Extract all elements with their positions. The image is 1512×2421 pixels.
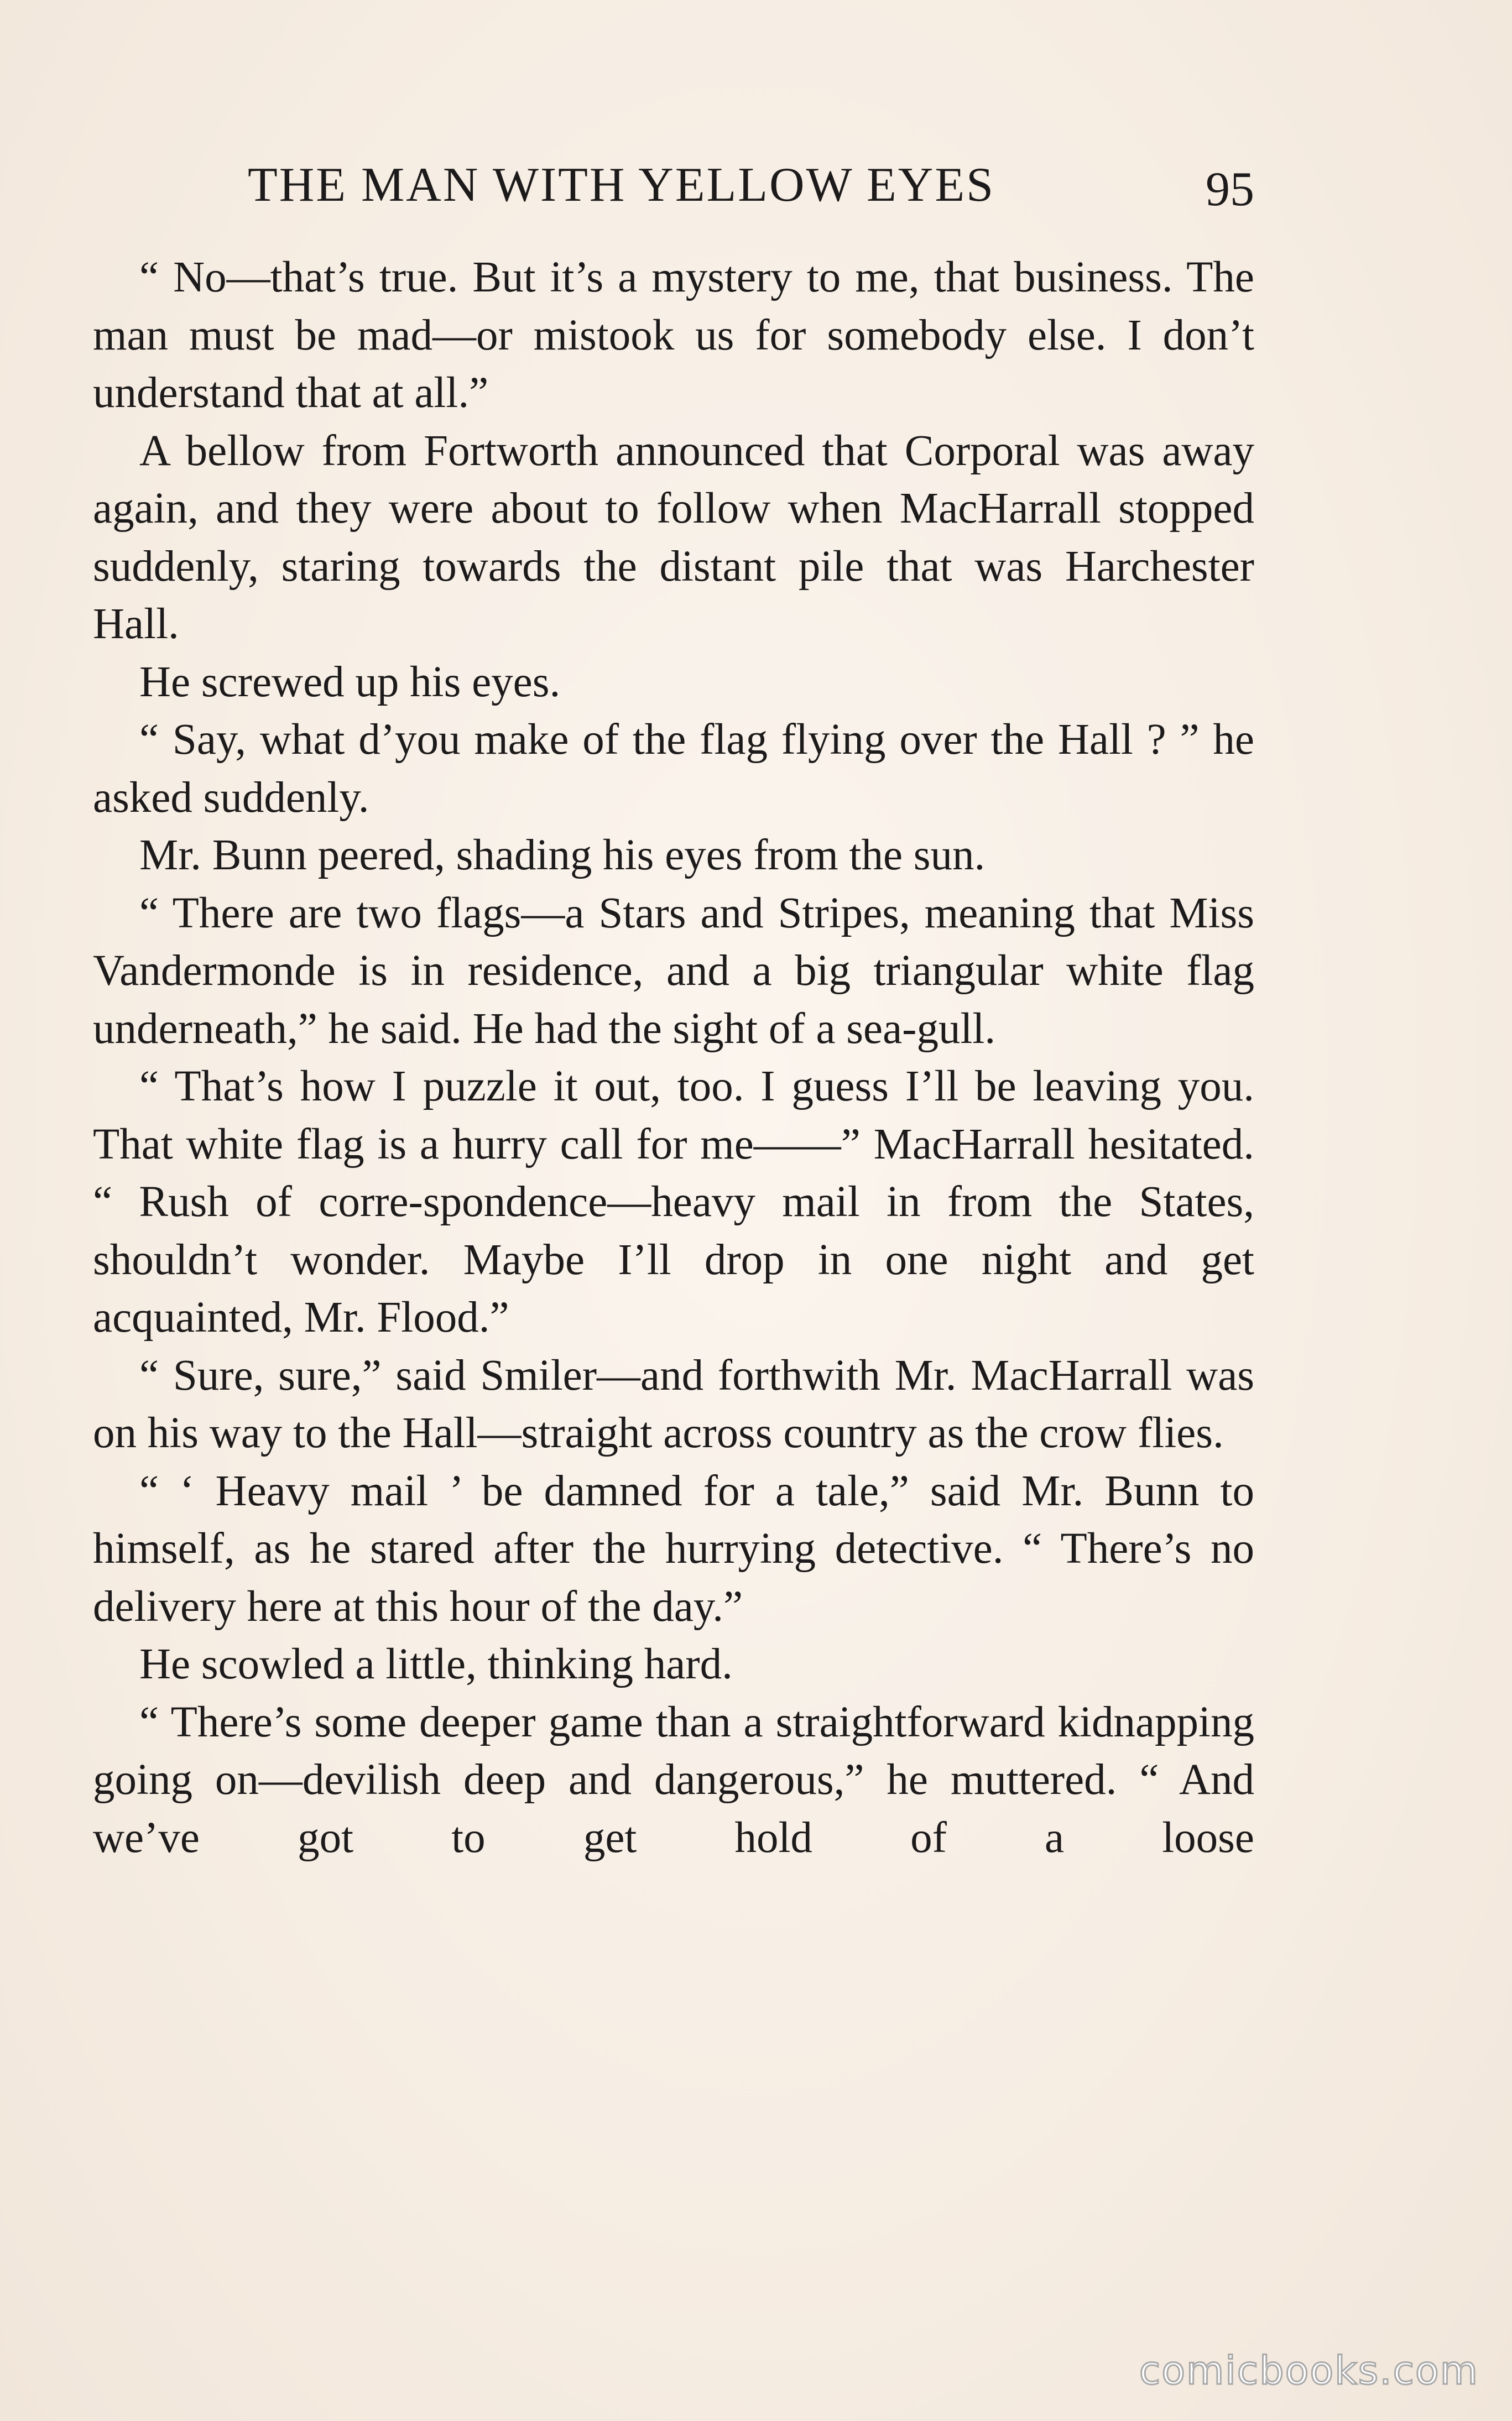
paragraph: He screwed up his eyes. [139, 658, 561, 706]
paragraph: Mr. Bunn peered, shading his eyes from the sun. [139, 831, 986, 879]
paragraph: A bellow from Fortworth announced that Corporal was away again, and they were about to follow when MacHarrall stopped suddenly, staring towards the distant pile that was Harchester Hall. [93, 426, 1254, 648]
paragraph: “ No—that’s true. But it’s a mystery to me, that business. The man must be mad—or mistook us for somebody else. I don’t understand that at all.” [93, 253, 1254, 417]
paragraph: “ Say, what d’you make of the flag flying over the Hall ? ” he asked suddenly. [93, 716, 1254, 822]
body-text [93, 249, 1254, 1867]
paragraph: “ There’s some deeper game than a straightforward kidnapping going on—devilish deep and dangerous,” he muttered. “ And we’ve got to get hold of a loose [93, 1698, 1254, 1862]
paragraph: “ Sure, sure,” said Smiler—and forthwith Mr. MacHarrall was on his way to the Hall—straight across country as the crow flies. [93, 1351, 1254, 1457]
paragraph: “ That’s how I puzzle it out, too. I guess I’ll be leaving you. That white flag is a hurry call for me——” MacHarrall hesitated. “ Rush of corre-spondence—heavy mail in from the States, shouldn’t wonder. Maybe I’ll drop in one night and get acquainted, Mr. Flood.” [93, 1062, 1254, 1342]
paragraph: “ ‘ Heavy mail ’ be damned for a tale,” said Mr. Bunn to himself, as he stared after the hurrying detective. “ There’s no delivery here at this hour of the day.” [93, 1467, 1254, 1631]
page-number: 95 [1206, 163, 1254, 216]
paragraph: “ There are two flags—a Stars and Stripes, meaning that Miss Vandermonde is in residence, and a big triangular white flag underneath,” he said. He had the sight of a sea-gull. [93, 889, 1254, 1053]
watermark: comicbooks.com [1139, 2348, 1479, 2393]
running-title: THE MAN WITH YELLOW EYES [248, 158, 995, 212]
paragraph: He scowled a little, thinking hard. [139, 1640, 733, 1688]
page-header [93, 149, 1254, 221]
